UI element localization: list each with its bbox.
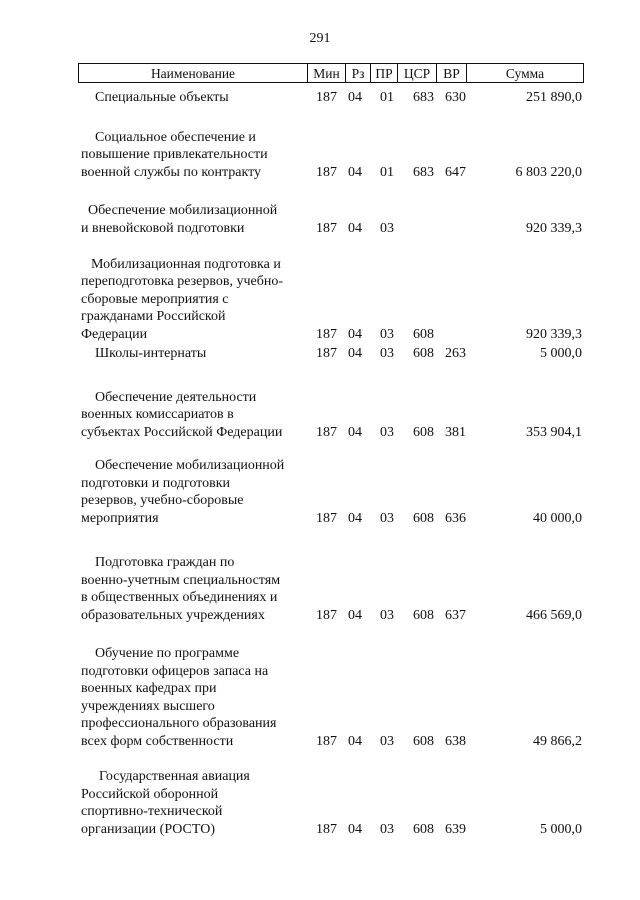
cell-sum: 466 569,0 bbox=[526, 607, 582, 623]
cell-sum: 49 866,2 bbox=[533, 733, 582, 749]
row-name bbox=[81, 256, 306, 344]
table-row bbox=[0, 645, 640, 750]
cell-csr: 608 bbox=[413, 607, 434, 623]
cell-vr: 639 bbox=[445, 821, 466, 837]
cell-vr: 647 bbox=[445, 164, 466, 180]
cell-rz: 04 bbox=[348, 164, 362, 180]
row-name bbox=[81, 89, 306, 107]
row-name-line: Мобилизационная подготовка и bbox=[91, 256, 281, 272]
row-name-line: военных кафедрах при bbox=[81, 681, 217, 696]
row-name-line: гражданами Российской bbox=[81, 309, 226, 324]
page-number: 291 bbox=[309, 31, 331, 46]
row-name-line: профессионального образования bbox=[81, 716, 277, 731]
table-row bbox=[0, 768, 640, 838]
cell-pr: 03 bbox=[380, 326, 394, 342]
row-name-line: в общественных объединениях и bbox=[81, 590, 278, 605]
cell-pr: 01 bbox=[380, 164, 394, 180]
cell-csr: 608 bbox=[413, 345, 434, 361]
cell-pr: 01 bbox=[380, 89, 394, 105]
cell-sum: 5 000,0 bbox=[540, 821, 582, 837]
cell-sum: 353 904,1 bbox=[526, 424, 582, 440]
row-name-line: Обучение по программе bbox=[95, 646, 240, 661]
table-row bbox=[0, 89, 640, 107]
header-rz: Рз bbox=[346, 64, 371, 82]
table-row bbox=[0, 389, 640, 442]
cell-vr: 381 bbox=[445, 424, 466, 440]
cell-pr: 03 bbox=[380, 607, 394, 623]
cell-vr: 630 bbox=[445, 89, 466, 105]
cell-min: 187 bbox=[316, 510, 337, 526]
row-name-line: мероприятия bbox=[81, 510, 159, 526]
cell-csr: 608 bbox=[413, 510, 434, 526]
cell-min: 187 bbox=[316, 164, 337, 180]
header-csr: ЦСР bbox=[398, 64, 437, 82]
cell-min: 187 bbox=[316, 424, 337, 440]
cell-min: 187 bbox=[316, 220, 337, 236]
row-name-line: Обеспечение мобилизационной bbox=[95, 458, 285, 473]
row-name-line: переподготовка резервов, учебно- bbox=[81, 274, 283, 289]
row-name-line: резервов, учебно-сборовые bbox=[81, 493, 244, 508]
cell-rz: 04 bbox=[348, 424, 362, 440]
row-name bbox=[81, 202, 306, 237]
row-name bbox=[81, 389, 306, 442]
row-name-line: Обеспечение мобилизационной bbox=[88, 203, 278, 218]
row-name bbox=[81, 768, 306, 838]
row-name bbox=[81, 129, 306, 182]
cell-min: 187 bbox=[316, 607, 337, 623]
row-name-line: военных комиссариатов в bbox=[81, 407, 234, 422]
cell-csr: 608 bbox=[413, 821, 434, 837]
cell-rz: 04 bbox=[348, 510, 362, 526]
table-row bbox=[0, 129, 640, 182]
row-name bbox=[81, 554, 306, 624]
table-header bbox=[78, 63, 584, 83]
row-name-line: организации (РОСТО) bbox=[81, 821, 216, 837]
table-row bbox=[0, 554, 640, 624]
cell-pr: 03 bbox=[380, 424, 394, 440]
cell-pr: 03 bbox=[380, 220, 394, 236]
row-name-line: образовательных учреждениях bbox=[81, 607, 265, 623]
row-name bbox=[81, 345, 306, 363]
row-name-line: всех форм собственности bbox=[81, 733, 234, 749]
row-name bbox=[81, 457, 306, 527]
row-name-line: Государственная авиация bbox=[99, 769, 250, 784]
cell-vr: 636 bbox=[445, 510, 466, 526]
cell-rz: 04 bbox=[348, 607, 362, 623]
row-name-line: подготовки офицеров запаса на bbox=[81, 663, 269, 679]
cell-vr: 638 bbox=[445, 733, 466, 749]
cell-rz: 04 bbox=[348, 821, 362, 837]
table-row bbox=[0, 202, 640, 237]
header-vr: ВР bbox=[437, 64, 467, 82]
cell-rz: 04 bbox=[348, 220, 362, 236]
cell-min: 187 bbox=[316, 326, 337, 342]
cell-sum: 5 000,0 bbox=[540, 345, 582, 361]
cell-csr: 608 bbox=[413, 733, 434, 749]
cell-pr: 03 bbox=[380, 733, 394, 749]
cell-rz: 04 bbox=[348, 89, 362, 105]
cell-rz: 04 bbox=[348, 733, 362, 749]
cell-vr: 637 bbox=[445, 607, 466, 623]
row-name-line: Российской оборонной bbox=[81, 786, 219, 802]
cell-vr: 263 bbox=[445, 345, 466, 361]
row-name bbox=[81, 645, 306, 750]
cell-pr: 03 bbox=[380, 345, 394, 361]
cell-csr: 608 bbox=[413, 326, 434, 342]
header-name: Наименование bbox=[79, 64, 308, 82]
cell-sum: 6 803 220,0 bbox=[515, 164, 582, 180]
row-name-line: повышение привлекательности bbox=[81, 147, 268, 162]
header-min: Мин bbox=[308, 64, 346, 82]
cell-sum: 920 339,3 bbox=[526, 326, 582, 342]
cell-pr: 03 bbox=[380, 821, 394, 837]
table-row bbox=[0, 256, 640, 344]
cell-min: 187 bbox=[316, 821, 337, 837]
cell-sum: 920 339,3 bbox=[526, 220, 582, 236]
cell-sum: 251 890,0 bbox=[526, 89, 582, 105]
cell-min: 187 bbox=[316, 345, 337, 361]
row-name-line: Специальные объекты bbox=[95, 89, 229, 105]
row-name-line: Федерации bbox=[81, 326, 148, 342]
row-name-line: военной службы по контракту bbox=[81, 164, 262, 180]
row-name-line: подготовки и подготовки bbox=[81, 475, 231, 491]
header-pr: ПР bbox=[371, 64, 398, 82]
row-name-line: субъектах Российской Федерации bbox=[81, 424, 283, 440]
cell-min: 187 bbox=[316, 733, 337, 749]
row-name-line: спортивно-технической bbox=[81, 804, 223, 819]
row-name-line: военно-учетным специальностям bbox=[81, 572, 281, 588]
row-name-line: Школы-интернаты bbox=[95, 345, 207, 361]
row-name-line: учреждениях высшего bbox=[81, 698, 215, 714]
table-row bbox=[0, 345, 640, 363]
cell-rz: 04 bbox=[348, 345, 362, 361]
cell-csr: 683 bbox=[413, 89, 434, 105]
cell-min: 187 bbox=[316, 89, 337, 105]
row-name-line: Социальное обеспечение и bbox=[95, 129, 256, 145]
header-sum: Сумма bbox=[505, 66, 545, 81]
table-row bbox=[0, 457, 640, 527]
cell-sum: 40 000,0 bbox=[533, 510, 582, 526]
row-name-line: и вневойсковой подготовки bbox=[81, 220, 245, 236]
cell-csr: 683 bbox=[413, 164, 434, 180]
cell-rz: 04 bbox=[348, 326, 362, 342]
row-name-line: сборовые мероприятия с bbox=[81, 291, 229, 307]
cell-pr: 03 bbox=[380, 510, 394, 526]
row-name-line: Обеспечение деятельности bbox=[95, 389, 257, 405]
row-name-line: Подготовка граждан по bbox=[95, 555, 235, 570]
cell-csr: 608 bbox=[413, 424, 434, 440]
